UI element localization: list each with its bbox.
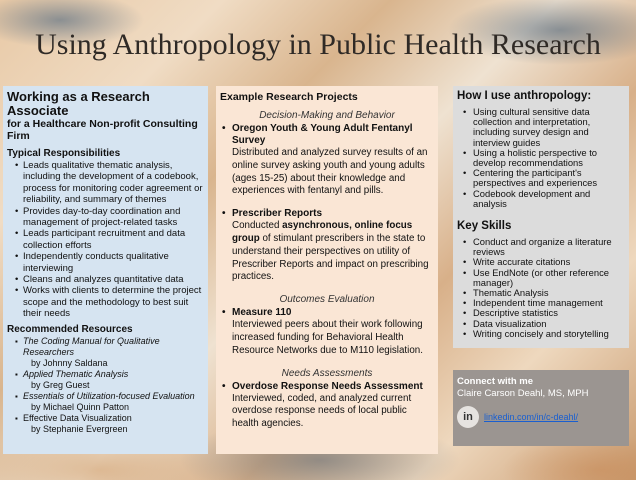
project-title: • Overdose Response Needs Assessment: [220, 381, 434, 393]
resource-author: by Michael Quinn Patton: [31, 401, 130, 412]
project-title: • Prescriber Reports: [220, 208, 434, 220]
research-associate-panel: [3, 86, 208, 454]
panel-subheading: for a Healthcare Non-profit Consulting Firm: [7, 118, 198, 142]
desc-text: of stimulant prescribers in the state to understand their perspectives on utility of Prescriber Reports and impact on prescribing practices.: [232, 232, 429, 283]
linkedin-row[interactable]: [457, 406, 625, 428]
connect-heading: Connect with me: [457, 376, 534, 387]
category-heading: Decision-Making and Behavior: [259, 110, 395, 121]
project-item: [220, 123, 434, 198]
list-item: • Use EndNote (or other reference manager): [463, 268, 625, 288]
project-item: [220, 307, 434, 357]
skills-list: [457, 237, 625, 339]
resource-author: by Greg Guest: [31, 379, 90, 390]
project-title: • Oregon Youth & Young Adult Fentanyl Survey: [220, 123, 434, 147]
list-item: • Conduct and organize a literature reviews: [463, 237, 625, 257]
panel-heading: Working as a Research Associate: [7, 89, 150, 118]
contact-panel: [453, 370, 629, 446]
project-description: Interviewed, coded, and analyzed current overdose response needs of local public health agencies.: [232, 392, 412, 430]
project-description: [220, 220, 434, 284]
list-item: • Writing concisely and storytelling: [463, 329, 625, 339]
use-list: [457, 107, 625, 209]
resources-list: [7, 336, 204, 435]
list-item: • Thematic Analysis: [463, 288, 625, 298]
list-item: • Write accurate citations: [463, 257, 625, 267]
resource-title: ▪ Applied Thematic Analysis: [15, 369, 204, 380]
resource-title: ▪ Essentials of Utilization-focused Evaluation: [15, 391, 204, 402]
responsibilities-title: Typical Responsibilities: [7, 148, 121, 159]
desc-bold: asynchronous, online focus group: [232, 220, 413, 244]
resources-title: Recommended Resources: [7, 323, 133, 335]
resource-title: ▪ The Coding Manual for Qualitative Researchers: [15, 336, 204, 358]
list-item: • Provides day-to-day coordination and management of project-related tasks: [15, 206, 204, 229]
project-title: • Measure 110: [220, 307, 434, 319]
panel-heading: Example Research Projects: [220, 91, 358, 103]
list-item: • Independent time management: [463, 298, 625, 308]
resource-title: ▪ Effective Data Visualization: [15, 413, 204, 424]
project-description: Interviewed peers about their work following increased funding for Behavioral Health Resource Networks due to M110 legislation.: [232, 319, 423, 356]
list-item: • Works with clients to determine the project scope and the methodology to best suit their needs: [15, 285, 204, 319]
list-item: • Independently conducts qualitative interviewing: [15, 251, 204, 274]
list-item: • Codebook development and analysis: [463, 189, 625, 209]
list-item: • Leads participant recruitment and data collection efforts: [15, 228, 204, 251]
list-item: • Cleans and analyzes quantitative data: [15, 274, 204, 285]
anthropology-skills-panel: [453, 86, 629, 348]
page-title: Using Anthropology in Public Health Research: [35, 28, 601, 61]
desc-text: Conducted: [232, 220, 283, 232]
linkedin-icon[interactable]: in: [457, 406, 479, 428]
category-heading: Outcomes Evaluation: [279, 294, 375, 306]
skills-heading: Key Skills: [457, 220, 512, 233]
list-item: • Centering the participant's perspectives and experiences: [463, 168, 625, 188]
list-item: • Descriptive statistics: [463, 308, 625, 318]
contact-name: Claire Carson Deahl, MS, MPH: [457, 388, 589, 399]
responsibilities-list: [7, 160, 204, 320]
project-description: Distributed and analyzed survey results of an online survey asking youth and young adults (ages 15-25) about their knowledge and experiences with fentanyl and pills.: [232, 147, 428, 197]
list-item: • Using a holistic perspective to develop recommendations: [463, 148, 625, 168]
research-projects-panel: [216, 86, 438, 454]
resource-author: by Stephanie Evergreen: [31, 423, 128, 434]
list-item: • Data visualization: [463, 319, 625, 329]
linkedin-link[interactable]: linkedin.com/in/c-deahl/: [484, 412, 579, 422]
list-item: • Leads qualitative thematic analysis, including the development of a codebook, process for monitoring coder agreement or reliability, and summary of themes: [15, 160, 204, 206]
list-item: • Using cultural sensitive data collection and interpretation, including survey design and interview guides: [463, 107, 625, 148]
panel-heading: How I use anthropology:: [457, 90, 592, 102]
resource-author: by Johnny Saldana: [31, 357, 108, 368]
project-item: [220, 208, 434, 284]
project-item: [220, 381, 434, 431]
category-heading: Needs Assessments: [281, 367, 373, 379]
